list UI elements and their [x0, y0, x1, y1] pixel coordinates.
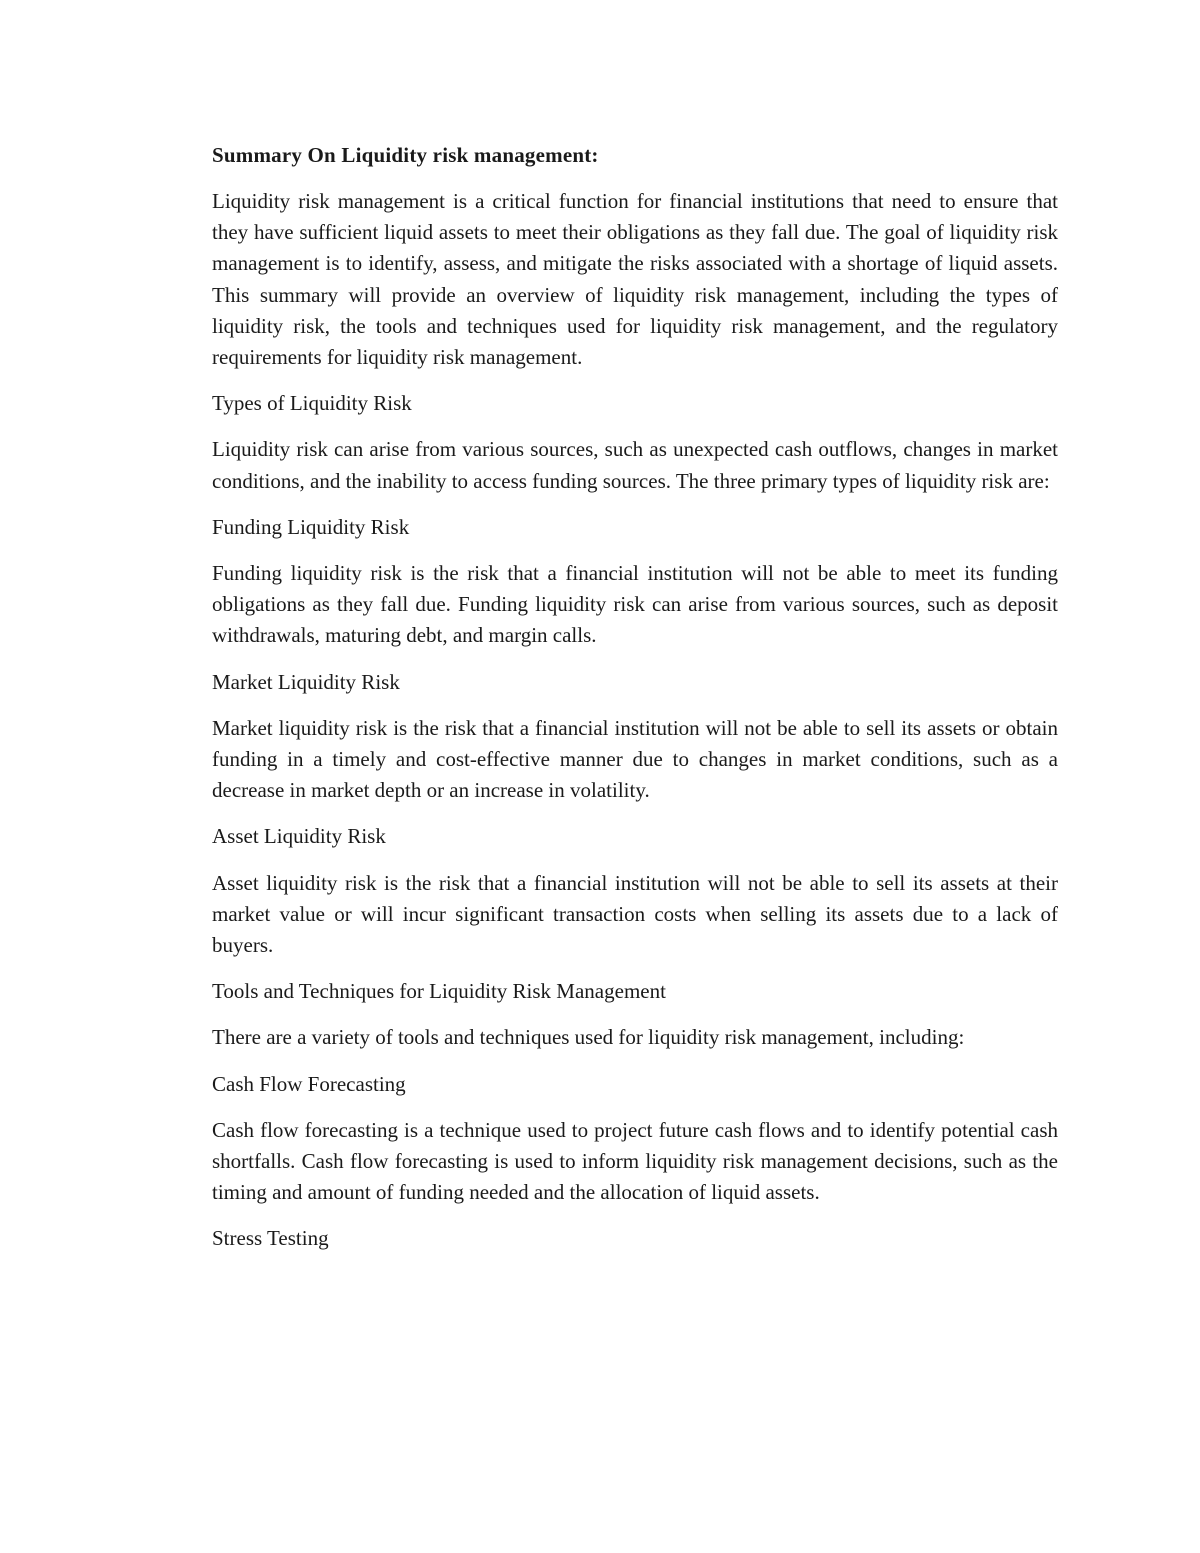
section-heading-stress-testing: Stress Testing: [212, 1226, 329, 1251]
document-page: [212, 140, 1058, 1270]
section-body-cash-flow: Cash flow forecasting is a technique used to project future cash flows and to identify potential cash shortfalls. Cash flow forecasting is used to inform liquidity risk management decisions, such as the timing and amount of funding needed and the allocation of liquid assets.: [212, 1117, 1058, 1205]
section-body-tools: There are a variety of tools and techniques used for liquidity risk management, including:: [212, 1025, 965, 1050]
intro-paragraph: Liquidity risk management is a critical function for financial institutions that need to ensure that they have sufficient liquid assets to meet their obligations as they fall due. The goal of liquidity risk management is to identify, assess, and mitigate the risks associated with a shortage of liquid assets. This summary will provide an overview of liquidity risk management, including the types of liquidity risk, the tools and techniques used for liquidity risk management, and the regulatory requirements for liquidity risk management.: [212, 189, 1058, 370]
section-heading-funding: Funding Liquidity Risk: [212, 514, 410, 539]
section-heading-cash-flow: Cash Flow Forecasting: [212, 1071, 406, 1096]
document-title: Summary On Liquidity risk management:: [212, 143, 599, 167]
section-heading-market: Market Liquidity Risk: [212, 669, 400, 694]
section-body-funding: Funding liquidity risk is the risk that a financial institution will not be able to meet its funding obligations as they fall due. Funding liquidity risk can arise from various sources, such as deposit withdrawals, maturing debt, and margin calls.: [212, 561, 1058, 648]
section-body-market: Market liquidity risk is the risk that a financial institution will not be able to sell its assets or obtain funding in a timely and cost-effective manner due to changes in market conditions, such as a decrease in market depth or an increase in volatility.: [212, 715, 1058, 803]
section-heading-asset: Asset Liquidity Risk: [212, 824, 386, 849]
section-heading-tools: Tools and Techniques for Liquidity Risk Management: [212, 979, 666, 1004]
section-body-asset: Asset liquidity risk is the risk that a financial institution will not be able to sell its assets at their market value or will incur significant transaction costs when selling its assets due to a lack of buyers.: [212, 870, 1058, 958]
section-body-types: Liquidity risk can arise from various sources, such as unexpected cash outflows, changes in market conditions, and the inability to access funding sources. The three primary types of liquidity risk are:: [212, 437, 1058, 493]
section-heading-types: Types of Liquidity Risk: [212, 391, 412, 416]
